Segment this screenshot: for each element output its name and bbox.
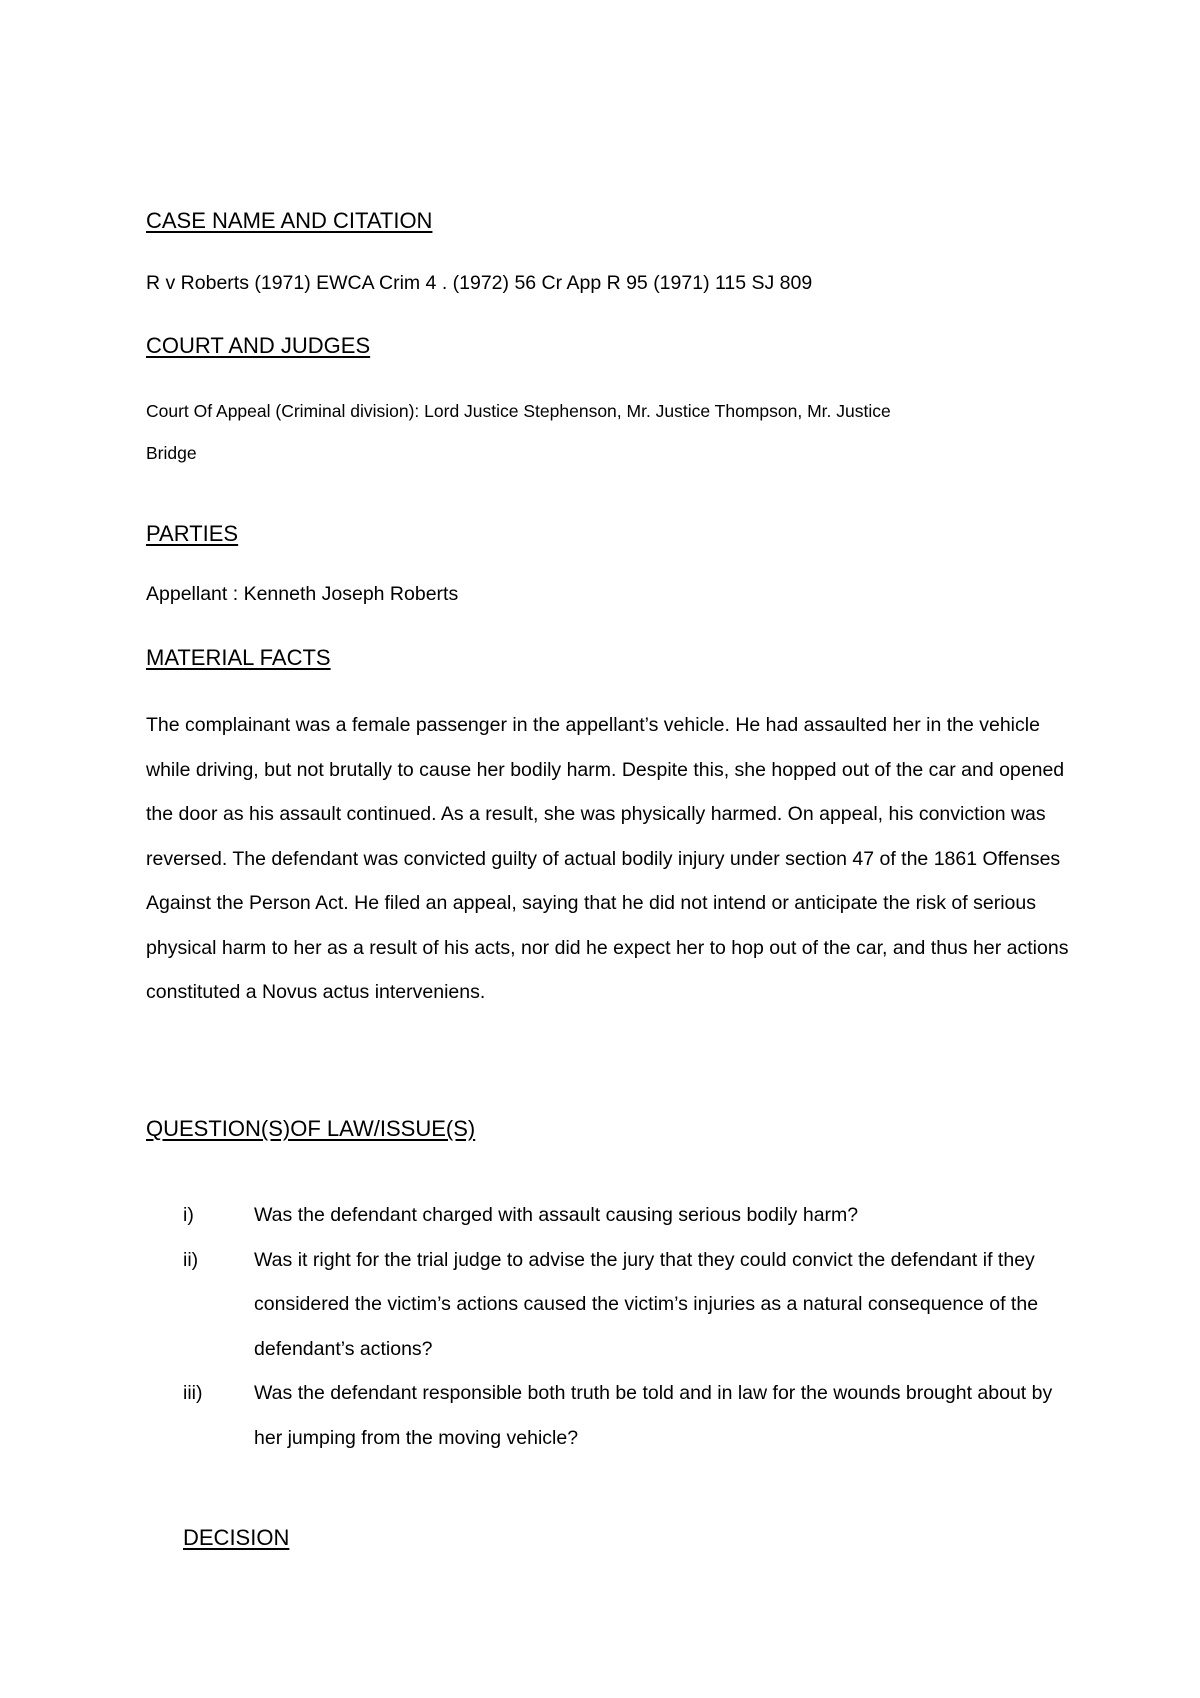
material-facts-text: The complainant was a female passenger in the appellant’s vehicle. He had assaulted her in the vehicle while driving, but not brutally to cause her bodily harm. Despite this, she hopped out of the car and opened the door as his assault continued. As a result, she was physically harmed. On appeal, his conviction was reversed. The defendant was convicted guilty of actual bodily injury under section 47 of the 1861 Offenses Against the Person Act. He filed an appeal, saying that he did not intend or anticipate the risk of serious physical harm to her as a result of his acts, nor did he expect her to hop out of the car, and thus her actions constituted a Novus actus interveniens. xyxy=(146,714,1069,1003)
issue-item xyxy=(146,1371,1076,1460)
issue-text: Was the defendant charged with assault causing serious bodily harm? xyxy=(254,1204,859,1226)
case-name-heading: CASE NAME AND CITATION xyxy=(146,208,433,233)
court-judges-line-2: Bridge xyxy=(146,443,197,463)
material-facts-heading: MATERIAL FACTS xyxy=(146,645,331,670)
court-judges-line-1: Court Of Appeal (Criminal division): Lord Justice Stephenson, Mr. Justice Thompson, Mr. Justice xyxy=(146,401,891,421)
issues-list xyxy=(146,1193,1076,1460)
case-citation: R v Roberts (1971) EWCA Crim 4 . (1972) 56 Cr App R 95 (1971) 115 SJ 809 xyxy=(146,272,813,294)
issue-number: iii) xyxy=(183,1382,203,1404)
issue-item xyxy=(146,1193,1076,1238)
issue-number: ii) xyxy=(183,1248,199,1271)
appellant-line: Appellant : Kenneth Joseph Roberts xyxy=(146,583,459,605)
court-heading: COURT AND JUDGES xyxy=(146,333,371,358)
issues-heading: QUESTION(S)OF LAW/ISSUE(S) xyxy=(146,1116,476,1141)
issue-text: Was the defendant responsible both truth be told and in law for the wounds brought about by her jumping from the moving vehicle? xyxy=(254,1382,1053,1449)
issue-item xyxy=(146,1238,1076,1372)
issue-number: i) xyxy=(183,1204,194,1226)
decision-heading: DECISION xyxy=(183,1525,290,1550)
parties-heading: PARTIES xyxy=(146,521,239,546)
issue-text: Was it right for the trial judge to advise the jury that they could convict the defendant if they considered the victim’s actions caused the victim’s injuries as a natural consequence of the defendant’s actions? xyxy=(254,1248,1039,1360)
